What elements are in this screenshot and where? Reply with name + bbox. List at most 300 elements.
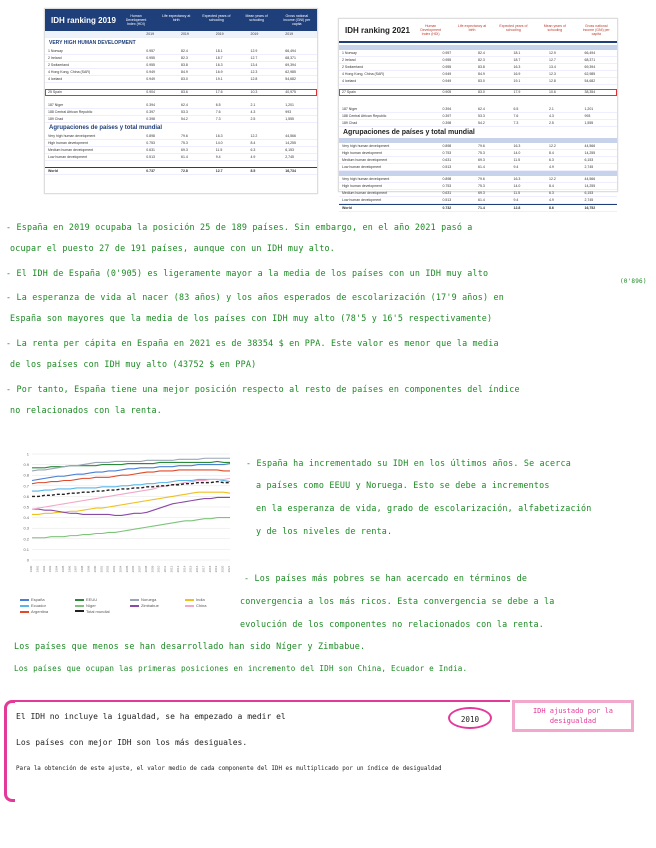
table-cell: 12.7	[549, 58, 556, 62]
table-cell: 12.2	[250, 134, 258, 138]
y-tick-label: 0	[26, 557, 29, 563]
table-cell: Low human development	[342, 165, 382, 169]
hdi-table-2021	[338, 18, 618, 210]
table-cell: 61.4	[478, 165, 485, 169]
table-cell: 2.1	[549, 107, 554, 111]
x-tick-label: 2002	[105, 565, 110, 573]
x-tick-label: 2005	[124, 565, 129, 573]
table-cell: 62.4	[181, 103, 188, 107]
legend-item	[75, 609, 126, 614]
legend-item	[130, 603, 181, 608]
column-header: Life expectancy at birth	[457, 24, 487, 32]
x-tick-label: 1996	[67, 565, 72, 573]
table-cell: 12.3	[250, 70, 258, 74]
year-cell: 2019	[250, 32, 259, 36]
y-tick-label: 0.8	[23, 472, 29, 478]
table-cell: 0.513	[146, 155, 156, 159]
table-2019-title: IDH ranking 2019	[51, 15, 116, 25]
table-cell: 7.3	[513, 121, 519, 125]
table-cell: 38,354	[584, 90, 596, 94]
table-cell: 4.9	[549, 165, 554, 169]
table-cell: 75.3	[181, 141, 188, 145]
table-cell: 189 Chad	[48, 117, 64, 121]
table-row	[339, 50, 617, 57]
legend-swatch	[130, 605, 139, 607]
table-cell: 84.9	[478, 72, 485, 76]
table-row	[45, 154, 317, 161]
table-cell: 6,153	[584, 191, 594, 195]
table-cell: 54,682	[584, 79, 596, 83]
table-cell: 72.8	[181, 169, 188, 173]
legend-swatch	[185, 599, 194, 601]
legend-swatch	[20, 599, 29, 601]
series-line-españa	[32, 464, 230, 481]
pink-box	[512, 700, 634, 732]
groups-title: Agrupaciones de países y total mundial	[343, 129, 475, 136]
table-cell: 13.4	[250, 63, 258, 67]
chart-note-line: Los países que menos se han desarrollado han sido Níger y Zimbabue.	[14, 641, 366, 651]
table-cell: 0.955	[442, 58, 452, 62]
table-cell: 0.631	[442, 191, 452, 195]
table-cell: 12.7	[250, 56, 258, 60]
chart-note-line: - Los países más pobres se han acercado en términos de	[244, 573, 528, 583]
table-cell: 4.9	[250, 155, 256, 159]
table-cell: 0.957	[146, 49, 156, 53]
table-cell: 83.0	[478, 90, 485, 94]
table-cell: 10.3	[250, 90, 258, 94]
year-cell: 2019	[146, 32, 155, 36]
groups-title: Agrupaciones de países y total mundial	[49, 125, 163, 131]
table-cell: 14.0	[513, 184, 521, 188]
table-cell: 62,985	[285, 70, 296, 74]
table-cell: 0.394	[442, 107, 452, 111]
table-cell: 0.398	[442, 121, 452, 125]
table-cell: 12.8	[513, 206, 521, 210]
legend-swatch	[130, 599, 139, 601]
table-cell: Very high human development	[342, 177, 390, 181]
table-cell: 44,566	[584, 144, 596, 148]
column-header: Human Development Index (HDI)	[420, 24, 441, 36]
legend-swatch	[75, 599, 84, 601]
table-cell: 83.0	[181, 77, 188, 81]
x-tick-label: 1994	[54, 565, 59, 573]
table-cell: 27 Spain	[342, 90, 356, 94]
x-tick-label: 2006	[131, 565, 136, 573]
note-line: - La renta per cápita en España en 2021 es de 38354 $ en PPA. Este valor es menor que la media	[6, 338, 499, 348]
table-cell: 0.898	[146, 134, 156, 138]
legend-item	[75, 603, 126, 608]
x-tick-label: 1990	[29, 565, 33, 573]
table-cell: 8.4	[250, 141, 256, 145]
table-cell: 11.5	[215, 148, 223, 152]
x-tick-label: 2019	[214, 565, 219, 573]
y-tick-label: 0.9	[23, 462, 29, 468]
table-cell: Medium human development	[48, 148, 94, 152]
hdi-line-chart	[14, 448, 236, 618]
year-cell: 2019	[215, 32, 224, 36]
table-cell: 2 Ireland	[342, 58, 356, 62]
table-cell: 7.6	[215, 110, 221, 114]
table-cell: 16,752	[584, 206, 596, 210]
table-cell: 6.3	[250, 148, 256, 152]
table-row	[45, 62, 317, 69]
table-cell: 62.4	[478, 107, 485, 111]
table-cell: High human development	[342, 184, 382, 188]
column-header: Human Development Index (HDI)	[125, 14, 147, 26]
table-cell: 0.949	[146, 77, 156, 81]
table-cell: 9.4	[513, 198, 519, 202]
x-tick-label: 2013	[175, 565, 180, 573]
y-tick-label: 0.4	[23, 515, 29, 521]
table-cell: 14,255	[584, 151, 596, 155]
table-cell: 79.6	[478, 144, 485, 148]
table-cell: 19.1	[215, 77, 223, 81]
table-cell: 83.0	[478, 79, 485, 83]
table-cell: 16.3	[215, 63, 223, 67]
table-cell: 7.3	[215, 117, 221, 121]
x-tick-label: 2008	[143, 565, 148, 573]
year-circle-text: 2010	[460, 715, 480, 724]
table-cell: 54.2	[478, 121, 485, 125]
table-cell: 0.898	[442, 177, 452, 181]
table-row	[339, 157, 617, 164]
pink-bracket	[4, 700, 15, 802]
chart-note-line: y de los niveles de renta.	[256, 526, 393, 536]
legend-label: India	[196, 597, 205, 602]
x-tick-label: 2009	[150, 565, 155, 573]
x-tick-label: 2003	[112, 565, 117, 573]
legend-swatch	[185, 605, 194, 607]
table-2021-header	[339, 19, 617, 43]
column-header: Mean years of schooling	[543, 24, 566, 32]
table-cell: 187 Niger	[48, 103, 64, 107]
table-row-spain	[45, 89, 317, 96]
table-cell: 1,201	[584, 107, 594, 111]
table-cell: 0.398	[146, 117, 156, 121]
table-cell: 69,394	[584, 65, 596, 69]
table-cell: 12.8	[549, 79, 556, 83]
table-cell: 6.3	[549, 158, 554, 162]
table-cell: 8.4	[549, 184, 554, 188]
table-cell: 18.1	[513, 51, 521, 55]
x-tick-label: 2004	[118, 565, 123, 573]
table-cell: 1,555	[584, 121, 594, 125]
x-tick-label: 2017	[201, 565, 206, 573]
table-cell: 12.9	[549, 51, 556, 55]
table-cell: 62,985	[584, 72, 596, 76]
note-line: de los países con IDH muy alto (43752 $ en PPA)	[10, 359, 257, 369]
legend-label: España	[31, 597, 45, 602]
note-line: España son mayores que la media de los países con IDH muy alto (78'5 y 16'5 respectivamente)	[10, 313, 493, 323]
table-cell: 1,555	[285, 117, 295, 121]
table-cell: 0.513	[442, 165, 452, 169]
x-tick-label: 2020	[220, 565, 225, 573]
table-cell: 2,745	[584, 165, 594, 169]
table-row	[339, 190, 617, 197]
table-cell: 69.3	[478, 158, 485, 162]
table-cell: 53.3	[181, 110, 188, 114]
table-cell: 7.6	[513, 114, 519, 118]
x-tick-label: 2010	[156, 565, 161, 573]
table-cell: 16,734	[285, 169, 296, 173]
series-line-india	[32, 492, 230, 514]
table-cell: 61.4	[181, 155, 188, 159]
legend-label: Noruega	[141, 597, 157, 602]
table-row	[339, 176, 617, 183]
note-line: no relacionados con la renta.	[10, 405, 163, 415]
x-tick-label: 2001	[99, 565, 104, 573]
legend-item	[130, 597, 181, 602]
table-cell: Low human development	[48, 155, 88, 159]
y-tick-label: 0.3	[23, 525, 29, 531]
table-cell: 16.9	[215, 70, 223, 74]
table-row-spain	[339, 89, 617, 96]
x-tick-label: 2016	[195, 565, 200, 573]
table-cell: 18.1	[215, 49, 223, 53]
table-cell: 993	[584, 114, 591, 118]
table-cell: 25 Spain	[48, 90, 62, 94]
table-row	[45, 48, 317, 55]
x-tick-label: 2015	[188, 565, 193, 573]
table-cell: 61.4	[478, 198, 485, 202]
table-cell: 0.905	[442, 90, 452, 94]
table-cell: Very high human development	[48, 134, 96, 138]
table-row	[339, 120, 617, 127]
table-cell: 0.513	[442, 198, 452, 202]
table-cell: 12.9	[250, 49, 258, 53]
column-header: Expected years of schooling	[202, 14, 231, 22]
chart-plot	[14, 448, 236, 590]
footer-line: El IDH no incluye la igualdad, se ha empezado a medir el	[16, 712, 286, 721]
table-cell: 2,745	[584, 198, 594, 202]
pink-rule	[12, 700, 510, 702]
year-row	[45, 31, 317, 38]
year-circle	[448, 707, 492, 729]
table-cell: 16.9	[513, 72, 521, 76]
x-tick-label: 2000	[92, 565, 97, 573]
x-tick-label: 2021	[227, 565, 231, 573]
table-row	[45, 76, 317, 83]
table-row	[339, 64, 617, 71]
legend-swatch	[75, 610, 84, 614]
table-cell: 12.7	[215, 169, 223, 173]
y-tick-label: 0.5	[23, 504, 29, 510]
table-cell: 1 Norway	[48, 49, 63, 53]
table-cell: 12.2	[549, 144, 556, 148]
column-header: Expected years of schooling	[499, 24, 528, 32]
table-cell: 40,975	[285, 90, 296, 94]
table-cell: 0.955	[442, 65, 452, 69]
table-row	[339, 183, 617, 190]
table-cell: 12.3	[549, 72, 556, 76]
chart-note-line: evolución de los componentes no relacionados con la renta.	[240, 619, 545, 629]
table-cell: 84.9	[181, 70, 188, 74]
table-cell: 14.0	[215, 141, 223, 145]
table-row	[45, 147, 317, 154]
legend-label: China	[196, 603, 207, 608]
table-cell: 6.5	[513, 107, 519, 111]
table-row	[45, 69, 317, 76]
table-cell: 16.3	[215, 134, 223, 138]
table-cell: 0.753	[442, 151, 452, 155]
note-line: - El IDH de España (0'905) es ligeramente mayor a la media de los países con un IDH muy alto	[6, 268, 489, 278]
table-cell: 8.5	[250, 169, 256, 173]
table-cell: 12.8	[250, 77, 258, 81]
table-row	[45, 140, 317, 147]
table-cell: 79.6	[478, 177, 485, 181]
table-row	[339, 106, 617, 113]
table-cell: 0.397	[442, 114, 452, 118]
table-cell: High human development	[342, 151, 382, 155]
x-tick-label: 1995	[60, 565, 65, 573]
table-row-world	[339, 204, 617, 212]
table-cell: 18.7	[513, 58, 521, 62]
y-tick-label: 0.1	[23, 546, 29, 552]
table-cell: 12.2	[549, 177, 556, 181]
table-cell: 83.6	[181, 90, 188, 94]
chart-note-line: a países como EEUU y Noruega. Esto se debe a incrementos	[256, 480, 550, 490]
table-row	[45, 116, 317, 123]
table-cell: 82.4	[478, 51, 485, 55]
table-cell: 6,153	[584, 158, 594, 162]
x-tick-label: 1991	[35, 565, 40, 573]
x-tick-label: 1998	[80, 565, 85, 573]
note-line: ocupar el puesto 27 de 191 países, aunque con un IDH muy alto.	[10, 243, 336, 253]
table-cell: 83.8	[181, 63, 188, 67]
table-cell: 11.5	[513, 191, 521, 195]
x-tick-label: 2011	[163, 565, 168, 573]
note-line: - La esperanza de vida al nacer (83 años) y los años esperados de escolarización (17'9 años) en	[6, 292, 505, 302]
table-cell: 44,566	[584, 177, 596, 181]
note-aside: (0'896)	[620, 278, 647, 285]
legend-item	[185, 597, 236, 602]
table-cell: 71.4	[478, 206, 485, 210]
table-cell: High human development	[48, 141, 88, 145]
table-cell: 4 Iceland	[342, 79, 357, 83]
table-cell: 2.1	[250, 103, 256, 107]
table-cell: 14,255	[285, 141, 296, 145]
table-cell: 0.949	[442, 72, 452, 76]
x-tick-label: 2014	[182, 565, 187, 573]
table-cell: 0.955	[146, 63, 156, 67]
table-2021-title: IDH ranking 2021	[345, 25, 410, 35]
legend-item	[185, 603, 236, 608]
table-cell: 18.7	[215, 56, 223, 60]
table-row	[339, 197, 617, 204]
table-row	[339, 57, 617, 64]
table-row	[45, 133, 317, 140]
column-header: Gross national income (GNI) per capita	[283, 14, 311, 26]
table-cell: 69,394	[285, 63, 296, 67]
table-cell: 0.631	[146, 148, 156, 152]
table-row	[45, 55, 317, 62]
table-row	[339, 150, 617, 157]
table-cell: 66,494	[285, 49, 296, 53]
legend-label: Ecuador	[31, 603, 46, 608]
legend-item	[20, 603, 71, 608]
table-2019-header	[45, 9, 317, 31]
table-row	[339, 143, 617, 150]
table-cell: Low human development	[342, 198, 382, 202]
table-cell: Very high human development	[342, 144, 390, 148]
table-cell: 4 Hong Kong, China (SAR)	[48, 70, 91, 74]
table-row	[45, 102, 317, 109]
table-cell: 44,566	[285, 134, 296, 138]
table-cell: 4.9	[549, 198, 554, 202]
note-line: - Por tanto, España tiene una mejor posición respecto al resto de países en componentes del índice	[6, 384, 520, 394]
legend-label: Total mundial	[86, 609, 110, 614]
column-header: Life expectancy at birth	[162, 14, 191, 22]
table-cell: 19.1	[513, 79, 521, 83]
legend-item	[20, 597, 71, 602]
table-cell: 2 Ireland	[48, 56, 62, 60]
table-cell: 0.904	[146, 90, 156, 94]
x-tick-label: 1999	[86, 565, 91, 573]
x-tick-label: 2007	[137, 565, 142, 573]
column-header: Mean years of schooling	[245, 14, 268, 22]
legend-label: Zimbabue	[141, 603, 159, 608]
table-row	[339, 78, 617, 85]
table-cell: 1,201	[285, 103, 295, 107]
chart-note-line: en la esperanza de vida, grado de escolarización, alfabetización	[256, 503, 592, 513]
table-cell: 0.957	[442, 51, 452, 55]
table-cell: 82.3	[478, 58, 485, 62]
x-tick-label: 1997	[73, 565, 78, 573]
table-cell: 79.6	[181, 134, 188, 138]
table-cell: 6,153	[285, 148, 295, 152]
column-header: Gross national income (GNI) per capita	[582, 24, 610, 36]
table-cell: 14,255	[584, 184, 596, 188]
table-cell: 0.898	[442, 144, 452, 148]
table-cell: 6.5	[215, 103, 221, 107]
table-cell: 83.8	[478, 65, 485, 69]
legend-label: Argentina	[31, 609, 49, 614]
footer-line: Los países con mejor IDH son los más desiguales.	[16, 738, 248, 747]
table-cell: 16.3	[513, 144, 521, 148]
table-cell: 17.6	[215, 90, 223, 94]
table-cell: 4.3	[250, 110, 256, 114]
table-row	[339, 164, 617, 171]
table-cell: Medium human development	[342, 191, 388, 195]
table-cell: 9.4	[215, 155, 221, 159]
x-tick-label: 1992	[41, 565, 46, 573]
table-cell: 0.753	[146, 141, 156, 145]
table-cell: 2 Switzerland	[342, 65, 364, 69]
table-cell: 75.3	[478, 184, 485, 188]
table-cell: 187 Niger	[342, 107, 358, 111]
table-cell: 4 Hong Kong, China (SAR)	[342, 72, 385, 76]
table-cell: 2.5	[250, 117, 256, 121]
table-cell: 993	[285, 110, 292, 114]
section-very-high: VERY HIGH HUMAN DEVELOPMENT	[49, 40, 136, 46]
y-tick-label: 0.7	[23, 483, 29, 489]
footer-line: Para la obtención de este ajuste, el valor medio de cada componente del IDH es multiplicado por un índice de desigualdad	[16, 766, 442, 772]
legend-item	[75, 597, 126, 602]
table-cell: 6.3	[549, 191, 554, 195]
table-cell: 0.732	[442, 206, 452, 210]
table-row	[339, 113, 617, 120]
table-cell: 188 Central African Republic	[48, 110, 93, 114]
table-cell: 82.4	[181, 49, 188, 53]
table-cell: 8.4	[549, 151, 554, 155]
table-cell: 0.631	[442, 158, 452, 162]
table-cell: 82.3	[181, 56, 188, 60]
legend-swatch	[20, 605, 29, 607]
table-cell: 1 Norway	[342, 51, 357, 55]
note-line: - España en 2019 ocupaba la posición 25 de 189 países. Sin embargo, en el año 2021 pasó a	[6, 222, 473, 232]
table-cell: 0.949	[146, 70, 156, 74]
table-cell: 10.6	[549, 90, 556, 94]
